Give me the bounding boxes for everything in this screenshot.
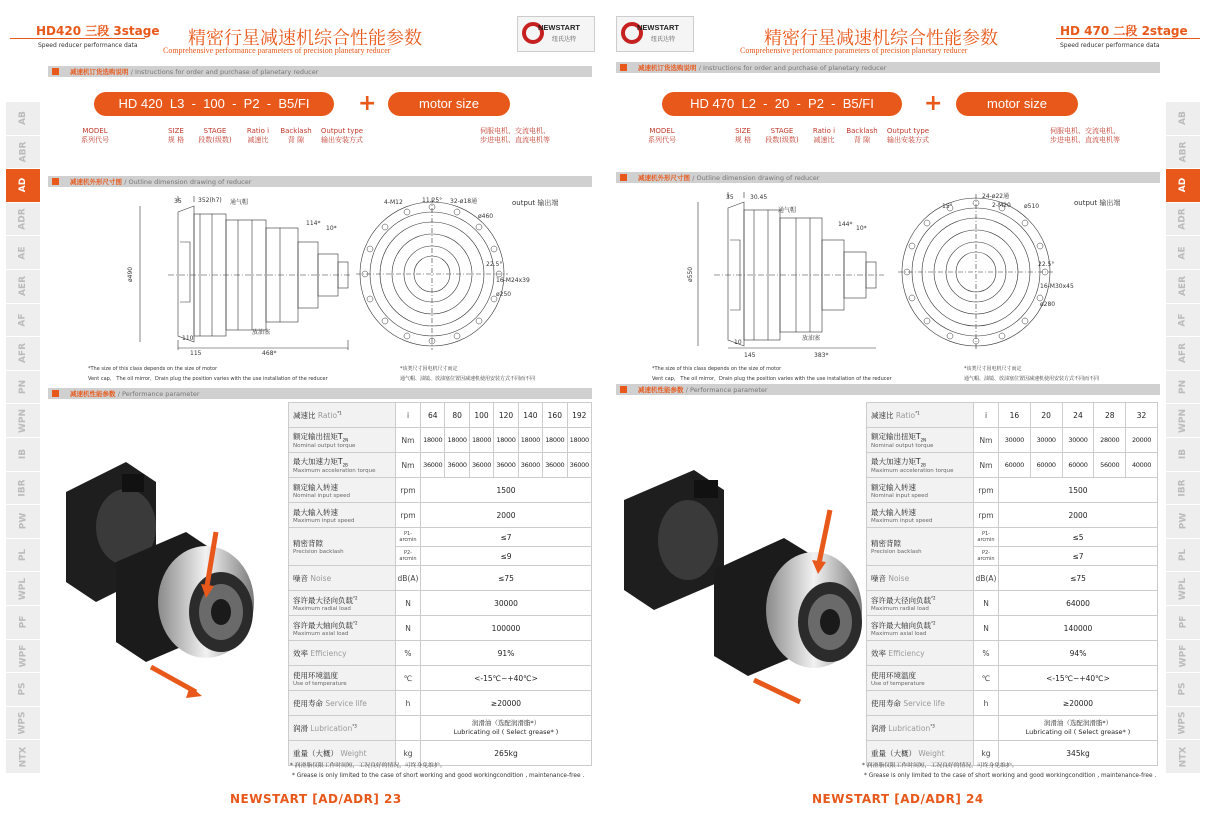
side-tab-ab[interactable]: AB [6, 102, 40, 136]
side-tab-pl[interactable]: PL [6, 539, 40, 573]
section-order-en: / Instructions for order and purchase of planetary reducer [698, 64, 887, 72]
performance-table: 减速比 Ratio$^{*1}$ i 64 80 100 120 140 160 192 额定输出扭矩$T_{2N}$ Nominal output torque Nm 18000 18000 18000 18000 18000 18000 18000 最大加速力矩$T_{2B}$ Maximum acceleration torque Nm 36000 36000 36000 36000 36000 36000 36000 额定输入转速 Nominal input speed rpm 1500 最大输入转速 Maximum input speed rpm 2000 精密背隙 Precision backlash P1-arcmin ≤7 P2-arcmin ≤9 噪音 Noise dB(A) ≤75 容许最大径向负载$^{*2}$ Maximum radial load N 30000 容许最大轴向负载$^{*2}$ Maximum axial load N 100000 效率 Efficiency % 91% 使用环境温度 Use of temperature ℃ <-15℃~+40℃> 使用寿命 Service life h ≥20000 润滑 Lubrication$^{*3}$ 润滑油（选配润滑脂*） Lubricating oil ( Select grease* ) 重量（大概） Weight kg 265kg [288, 402, 592, 766]
note-size-cn: *该类尺寸因电机尺寸而定 [400, 366, 458, 372]
code-output: B5/FI [278, 96, 310, 111]
section-perf-en: / Performance parameter [117, 390, 200, 398]
header-rule [10, 38, 145, 39]
side-view-drawing [684, 190, 904, 360]
side-tab-ad[interactable]: AD [1166, 169, 1200, 203]
section-marker-icon [52, 178, 59, 185]
side-tab-adr[interactable]: ADR [6, 203, 40, 237]
note-vent-cn: 通气帽、油镜、放油塞位置因减速机使用安装方式不同而不同 [400, 376, 536, 382]
header-sub: Speed reducer performance data [1060, 42, 1160, 49]
side-tab-wpf[interactable]: WPF [1166, 640, 1200, 674]
page-title-cn: 精密行星减速机综合性能参数 [188, 28, 422, 49]
vent-label: 通气帽 [230, 199, 249, 206]
footnote-cn: * 润滑脂仅限工作时间短，工况良好的情况，可终身免维护。 [862, 763, 1018, 769]
section-outline [616, 172, 1160, 183]
logo-cn: 纽氏达特 [552, 36, 577, 43]
plus-icon: + [924, 91, 943, 116]
front-view-drawing [894, 190, 1094, 352]
side-tab-pw[interactable]: PW [6, 505, 40, 539]
side-tabs-right [1166, 102, 1200, 774]
label-backlash: Backlash 背 隙 [846, 127, 878, 144]
vent-label: 通气帽 [778, 207, 797, 214]
dim-angle: 11.25° [422, 197, 443, 204]
section-outline-cn: 减速机外形尺寸图 [70, 178, 122, 186]
section-perf-cn: 减速机性能参数 [70, 390, 116, 398]
code-backlash: P2 [243, 96, 260, 111]
dim-490: ø490 [127, 266, 134, 282]
dim-35: 35 [174, 198, 182, 205]
side-tab-pn[interactable]: PN [1166, 371, 1200, 405]
label-stage: STAGE 段数(级数) [765, 127, 799, 144]
code-sep: - [232, 96, 237, 111]
side-tab-af[interactable]: AF [6, 304, 40, 338]
side-tab-ibr[interactable]: IBR [1166, 472, 1200, 506]
dim-10: 10* [856, 225, 867, 232]
section-outline [48, 176, 592, 187]
section-marker-icon [52, 68, 59, 75]
dim-468: 468* [262, 350, 277, 357]
side-tab-pn[interactable]: PN [6, 371, 40, 405]
side-tab-adr[interactable]: ADR [1166, 203, 1200, 237]
dim-145: 145 [744, 352, 756, 359]
label-size: SIZE 规 格 [167, 127, 185, 144]
reducer-photo [624, 450, 864, 710]
side-tab-wpl[interactable]: WPL [6, 572, 40, 606]
side-tab-ae[interactable]: AE [6, 236, 40, 270]
note-size-cn: *该类尺寸因电机尺寸而定 [964, 366, 1022, 372]
model-code-pill [94, 92, 334, 116]
note-size: *The size of this class depends on the size of motor [652, 366, 782, 372]
code-sep: - [266, 96, 272, 111]
code-ratio: 20 [774, 96, 790, 111]
side-tab-abr[interactable]: ABR [1166, 136, 1200, 170]
section-outline-en: / Outline dimension drawing of reducer [124, 178, 252, 186]
code-sep: - [763, 96, 768, 111]
side-tab-ad[interactable]: AD [6, 169, 40, 203]
section-order-cn: 减速机订货选购说明 [638, 64, 697, 72]
side-tab-pf[interactable]: PF [1166, 606, 1200, 640]
dim-383: 383* [814, 352, 829, 359]
header-rule [1056, 38, 1200, 39]
plus-icon: + [358, 91, 377, 116]
page-number: NEWSTART [AD/ADR] 24 [812, 792, 984, 806]
label-ratio: Ratio i 减速比 [812, 127, 836, 144]
motor-types: 伺服电机、交流电机、 步进电机、直流电机等 [480, 127, 550, 144]
section-perf-cn: 减速机性能参数 [638, 386, 684, 394]
note-vent: Vent cap， The oil mirror，Drain plug the position varies with the use installation of the reducer [652, 376, 892, 382]
section-marker-icon [620, 64, 627, 71]
header-code: HD 470 二段 2stage [1060, 24, 1188, 38]
dim-144: 144* [838, 221, 853, 228]
side-tab-pw[interactable]: PW [1166, 505, 1200, 539]
side-tab-wpn[interactable]: WPN [6, 404, 40, 438]
label-model: MODEL 系列代号 [648, 127, 676, 144]
section-marker-icon [620, 174, 627, 181]
section-marker-icon [52, 390, 59, 397]
section-order-en: / Instructions for order and purchase of planetary reducer [130, 68, 319, 76]
drain-label: 放油塞 [252, 329, 271, 336]
label-output-type: Output type 输出安装方式 [320, 127, 364, 144]
side-tab-af[interactable]: AF [1166, 304, 1200, 338]
front-view-drawing [356, 196, 559, 354]
newstart-logo [517, 16, 595, 52]
dim-3045: 30.45 [750, 194, 768, 201]
side-view-drawing [120, 192, 380, 357]
dim-250: ø250 [496, 291, 512, 298]
side-tab-wps[interactable]: WPS [1166, 707, 1200, 741]
section-order [48, 66, 592, 77]
section-order-cn: 减速机订货选购说明 [70, 68, 129, 76]
page-title-en: Comprehensive performance parameters of precision planetary reducer [163, 46, 391, 55]
dim-280: ø280 [1040, 301, 1056, 308]
dim-holes: 32-ø18通 [450, 198, 478, 205]
note-vent-cn: 通气帽、油镜、放油塞位置因减速机使用安装方式不同而不同 [964, 376, 1100, 382]
newstart-logo [616, 16, 694, 52]
label-output-type: Output type 输出安装方式 [886, 127, 930, 144]
dim-15: 15° [942, 203, 953, 210]
label-stage: STAGE 段数(级数) [198, 127, 232, 144]
side-tab-afr[interactable]: AFR [1166, 337, 1200, 371]
footnote-cn: * 润滑脂仅限工作时间短，工况良好的情况，可终身免维护。 [290, 763, 446, 769]
section-order [616, 62, 1160, 73]
section-marker-icon [620, 386, 627, 393]
reducer-photo [56, 452, 276, 712]
code-stage: L3 [169, 96, 185, 111]
output-title: output 输出端 [1074, 199, 1121, 207]
side-tab-wps[interactable]: WPS [6, 707, 40, 741]
label-backlash: Backlash 背 隙 [280, 127, 312, 144]
side-tab-pf[interactable]: PF [6, 606, 40, 640]
side-tab-ib[interactable]: IB [1166, 438, 1200, 472]
side-tab-ab[interactable]: AB [1166, 102, 1200, 136]
side-tab-ps[interactable]: PS [1166, 673, 1200, 707]
dim-10b: 10 [734, 339, 742, 346]
output-title: output 输出端 [512, 199, 559, 207]
dim-115: 115 [190, 350, 202, 357]
dim-10: 10* [326, 225, 337, 232]
drain-label: 放油塞 [802, 335, 821, 342]
side-tab-wpl[interactable]: WPL [1166, 572, 1200, 606]
side-tab-ntx[interactable]: NTX [6, 740, 40, 774]
dim-m24: 16-M24x39 [496, 277, 530, 284]
footnote-en: * Grease is only limited to the case of short working and good workingcondition , maintenance-free . [864, 773, 1157, 779]
side-tab-pl[interactable]: PL [1166, 539, 1200, 573]
code-ratio: 100 [203, 96, 225, 111]
side-tab-wpn[interactable]: WPN [1166, 404, 1200, 438]
logo-name: NEWSTART [538, 23, 580, 32]
side-tabs-left [6, 102, 40, 774]
label-model: MODEL 系列代号 [81, 127, 109, 144]
section-perf [48, 388, 592, 399]
side-tab-ae[interactable]: AE [1166, 236, 1200, 270]
code-stage: L2 [741, 96, 756, 111]
section-perf [616, 384, 1160, 395]
dim-35: 35 [726, 194, 734, 201]
label-ratio: Ratio i 减速比 [246, 127, 270, 144]
motor-size-pill: motor size [388, 92, 510, 116]
side-tab-aer[interactable]: AER [6, 270, 40, 304]
logo-cn: 纽氏达特 [651, 36, 676, 43]
code-sep: - [796, 96, 801, 111]
side-tab-aer[interactable]: AER [1166, 270, 1200, 304]
dim-225: 22.5° [486, 261, 503, 268]
dim-m20: 2-M20 [992, 202, 1011, 209]
section-outline-en: / Outline dimension drawing of reducer [692, 174, 820, 182]
side-tab-ntx[interactable]: NTX [1166, 740, 1200, 774]
page-title-en: Comprehensive performance parameters of precision planetary reducer [740, 46, 968, 55]
side-tab-abr[interactable]: ABR [6, 136, 40, 170]
dim-460: ø460 [478, 213, 494, 220]
model-code-pill [662, 92, 902, 116]
side-tab-ps[interactable]: PS [6, 673, 40, 707]
code-model: HD 420 [118, 96, 163, 111]
dim-m12: 4-M12 [384, 199, 403, 206]
dim-m30: 16-M30x45 [1040, 283, 1074, 290]
side-tab-ib[interactable]: IB [6, 438, 40, 472]
code-sep: - [831, 96, 836, 111]
dim-510: ø510 [1024, 203, 1040, 210]
right-page [604, 0, 1208, 825]
motor-types: 伺服电机、交流电机、 步进电机、直流电机等 [1050, 127, 1120, 144]
header-code: HD420 三段 3stage [36, 24, 160, 38]
code-output: B5/FI [842, 96, 874, 111]
performance-table: 减速比 Ratio$^{*1}$ i 16 20 24 28 32 额定输出扭矩$T_{2N}$ Nominal output torque Nm 30000 30000 30000 28000 20000 最大加速力矩$T_{2B}$ Maximum acceleration torque Nm 60000 60000 60000 56000 40000 额定输入转速 Nominal input speed rpm 1500 最大输入转速 Maximum input speed rpm 2000 精密背隙 Precision backlash P1-arcmin ≤5 P2-arcmin ≤7 噪音 Noise dB(A) ≤75 容许最大径向负载$^{*2}$ Maximum radial load N 64000 容许最大轴向负载$^{*2}$ Maximum axial load N 140000 效率 Efficiency % 94% 使用环境温度 Use of temperature ℃ <-15℃~+40℃> 使用寿命 Service life h ≥20000 润滑 Lubrication$^{*3}$ 润滑油（选配润滑脂*） Lubricating oil ( Select grease* ) 重量（大概） Weight kg 345kg [866, 402, 1158, 766]
side-tab-afr[interactable]: AFR [6, 337, 40, 371]
dim-110: 110 [182, 335, 194, 342]
side-tab-ibr[interactable]: IBR [6, 472, 40, 506]
side-tab-wpf[interactable]: WPF [6, 640, 40, 674]
dim-114: 114* [306, 220, 321, 227]
footnote-en: * Grease is only limited to the case of short working and good workingcondition , maintenance-free . [292, 773, 585, 779]
dim-225: 22.5° [1038, 261, 1055, 268]
header-sub: Speed reducer performance data [38, 42, 138, 49]
code-sep: - [191, 96, 196, 111]
note-size: *The size of this class depends on the size of motor [88, 366, 218, 372]
note-vent: Vent cap， The oil mirror，Drain plug the position varies with the use installation of the reducer [88, 376, 328, 382]
dim-550: ø550 [687, 266, 694, 282]
dim-holes: 24-ø22通 [982, 193, 1010, 200]
page-number: NEWSTART [AD/ADR] 23 [230, 792, 402, 806]
label-size: SIZE 规 格 [734, 127, 752, 144]
logo-name: NEWSTART [637, 23, 679, 32]
code-model: HD 470 [690, 96, 735, 111]
section-outline-cn: 减速机外形尺寸图 [638, 174, 690, 182]
dim-352: 352(h7) [198, 197, 222, 204]
section-perf-en: / Performance parameter [685, 386, 768, 394]
page-title-cn: 精密行星减速机综合性能参数 [764, 28, 998, 49]
code-backlash: P2 [808, 96, 824, 111]
motor-size-pill: motor size [956, 92, 1078, 116]
